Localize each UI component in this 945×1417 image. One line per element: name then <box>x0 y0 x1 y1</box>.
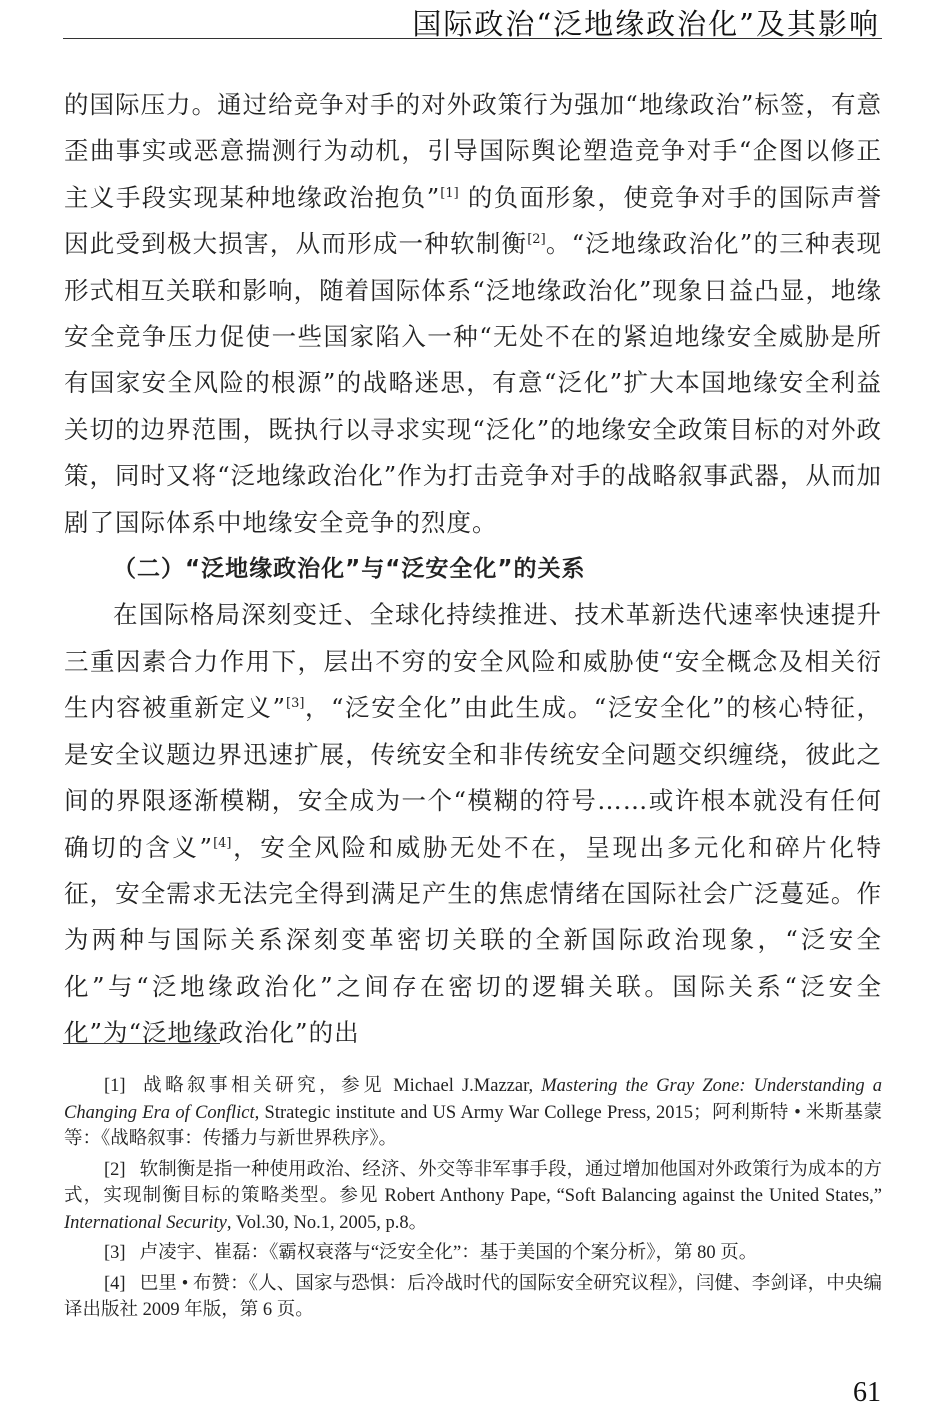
footnote-2 <box>64 1157 882 1237</box>
running-head: 国际政治“泛地缘政治化”及其影响 <box>412 7 880 41</box>
paragraph-1-text-a: 的国际压力。通过给竞争对手的对外政策行为强加“地缘政治”标签，有意歪曲事实或恶意揣测行为动机，引导国际舆论塑造竞争对手“企图以修正主义手段实现某种地缘政治抱负” <box>64 90 882 212</box>
footnote-number: [2] <box>104 1159 126 1180</box>
footnote-text: 卢凌宇、崔磊：《霸权衰落与“泛安全化”：基于美国的个案分析》，第 80 页。 <box>139 1243 758 1263</box>
footnote-text: 巴里 • 布赞：《人、国家与恐惧：后冷战时代的国际安全研究议程》，闫健、李剑译，中央编译出版社 2009 年版，第 6 页。 <box>64 1273 882 1320</box>
footnote-ref-1[interactable]: [1] <box>440 185 459 201</box>
footnote-text: , Vol.30, No.1, 2005, p.8。 <box>226 1212 428 1233</box>
footnote-1 <box>64 1073 882 1153</box>
page-number: 61 <box>853 1377 881 1408</box>
body-text <box>64 82 882 1057</box>
footnote-number: [1] <box>104 1076 126 1096</box>
paragraph-2 <box>64 592 882 1056</box>
footnote-text: 战略叙事相关研究，参见 Michael J.Mazzar, <box>139 1076 542 1096</box>
paragraph-2-text-b: ，“泛安全化”由此生成。“泛安全化”的核心特征，是安全议题边界迅速扩展，传统安全和非传统安全问题交织缠绕，彼此之间的界限逐渐模糊，安全成为一个“模糊的符号……或许根本就没有任何确切的含义” <box>64 693 882 862</box>
footnote-rule <box>63 1043 220 1044</box>
paragraph-1 <box>64 82 882 546</box>
footnote-ref-4[interactable]: [4] <box>213 835 232 851</box>
footnote-text: , Strategic institute and US Army War College Press, 2015；阿利斯特 • 米斯基蒙等：《战略叙事：传播力与新世界秩序》。 <box>64 1102 882 1149</box>
paragraph-2-text-a: 在国际格局深刻变迁、全球化持续推进、技术革新迭代速率快速提升三重因素合力作用下，层出不穷的安全风险和威胁使“安全概念及相关衍生内容被重新定义” <box>64 600 882 723</box>
footnote-ref-2[interactable]: [2] <box>527 232 546 248</box>
footnotes <box>64 1073 882 1328</box>
footnote-text: 软制衡是指一种使用政治、经济、外交等非军事手段，通过增加他国对外政策行为成本的方式，实现制衡目标的策略类型。参见 Robert Anthony Pape, “Soft Balancing against the United States,” <box>64 1159 882 1206</box>
paragraph-1-text-b: 的负面形象，使竞争对手的国际声誉因此受到极大损害，从而形成一种软制衡 <box>64 182 882 259</box>
footnote-4 <box>64 1271 882 1324</box>
section-heading: （二）“泛地缘政治化”与“泛安全化”的关系 <box>113 556 586 583</box>
header-rule <box>63 38 882 39</box>
footnote-title: Mastering the Gray Zone: Understanding a Changing Era of Conflict <box>64 1076 882 1123</box>
footnote-title: International Security <box>64 1212 227 1233</box>
footnote-number: [3] <box>104 1243 126 1263</box>
footnote-number: [4] <box>104 1273 126 1294</box>
footnote-ref-3[interactable]: [3] <box>286 696 305 712</box>
footnote-3 <box>64 1240 882 1267</box>
paragraph-2-text-c: ，安全风险和威胁无处不在，呈现出多元化和碎片化特征，安全需求无法完全得到满足产生的焦虑情绪在国际社会广泛蔓延。作为两种与国际关系深刻变革密切关联的全新国际政治现象，“泛安全化”与“泛地缘政治化”之间存在密切的逻辑关联。国际关系“泛安全化”为“泛地缘政治化”的出 <box>64 832 883 1048</box>
paragraph-1-text-c: 。“泛地缘政治化”的三种表现形式相互关联和影响，随着国际体系“泛地缘政治化”现象日益凸显，地缘安全竞争压力促使一些国家陷入一种“无处不在的紧迫地缘安全威胁是所有国家安全风险的根源”的战略迷思，有意“泛化”扩大本国地缘安全利益关切的边界范围，既执行以寻求实现“泛化”的地缘安全政策目标的对外政策，同时又将“泛地缘政治化”作为打击竞争对手的战略叙事武器，从而加剧了国际体系中地缘安全竞争的烈度。 <box>64 229 882 537</box>
